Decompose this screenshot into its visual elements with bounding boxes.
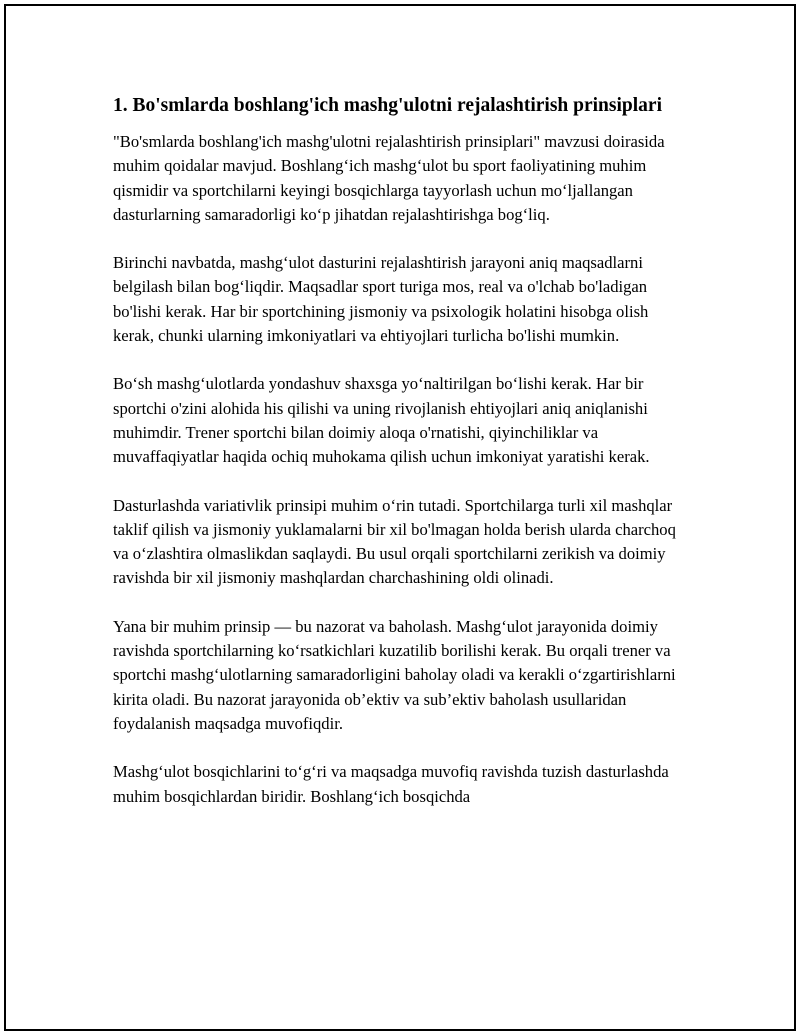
- paragraph-control-evaluation: Yana bir muhim prinsip — bu nazorat va baholash. Mashg‘ulot jarayonida doimiy ravishda sportchilarning ko‘rsatkichlari kuzatilib borilishi kerak. Bu orqali trener va sportchi mashg‘ulotlarning samaradorligini baholay oladi va kerakli o‘zgartirishlarni kirita oladi. Bu nazorat jarayonida ob’ektiv va sub’ektiv baholash usullaridan foydalanish maqsadga muvofiqdir.: [113, 616, 676, 733]
- paragraph-goals: Birinchi navbatda, mashg‘ulot dasturini rejalashtirish jarayoni aniq maqsadlarni belgilash bilan bog‘liqdir. Maqsadlar sport turiga mos, real va o'lchab bo'ladigan bo'lishi kerak. Har bir sportchining jismoniy va psixologik holatini hisobga olish kerak, chunki ularning imkoniyatlari va ehtiyojlari turlicha bo'lishi mumkin.: [113, 253, 649, 346]
- paragraph-variability: Dasturlashda variativlik prinsipi muhim o‘rin tutadi. Sportchilarga turli xil mashqlar taklif qilish va jismoniy yuklamalarni bir xil bo'lmagan holda berish ularda charchoq va o‘zlashtira olmaslikdan saqlaydi. Bu usul orqali sportchilarni zerikish va doimiy ravishda bir xil jismoniy mashqlardan charchashining oldi olinadi.: [113, 495, 676, 588]
- paragraph-stages: Mashg‘ulot bosqichlarini to‘g‘ri va maqsadga muvofiq ravishda tuzish dasturlashda muhim bosqichlardan biridir. Boshlang‘ich bosqichda: [113, 762, 669, 806]
- paragraph-intro: "Bo'smlarda boshlang'ich mashg'ulotni rejalashtirish prinsiplari" mavzusi doirasida muhim qoidalar mavjud. Boshlang‘ich mashg‘ulot bu sport faoliyatining muhim qismidir va sportchilarni keyingi bosqichlarga tayyorlash uchun mo‘ljallangan dasturlarning samaradorligi ko‘p jihatdan rejalashtirishga bog‘liq.: [113, 132, 665, 224]
- paragraph-individual-approach: Bo‘sh mashg‘ulotlarda yondashuv shaxsga yo‘naltirilgan bo‘lishi kerak. Har bir sportchi o'zini alohida his qilishi va uning rivojlanish ehtiyojlari aniq aniqlanishi muhimdir. Trener sportchi bilan doimiy aloqa o'rnatishi, qiyinchiliklar va muvaffaqiyatlar haqida ochiq muhokama qilish uchun imkoniyat yaratishi kerak.: [113, 374, 650, 467]
- section-heading: 1. Bo'smlarda boshlang'ich mashg'ulotni rejalashtirish prinsiplari: [113, 95, 662, 116]
- document-body: [113, 92, 693, 833]
